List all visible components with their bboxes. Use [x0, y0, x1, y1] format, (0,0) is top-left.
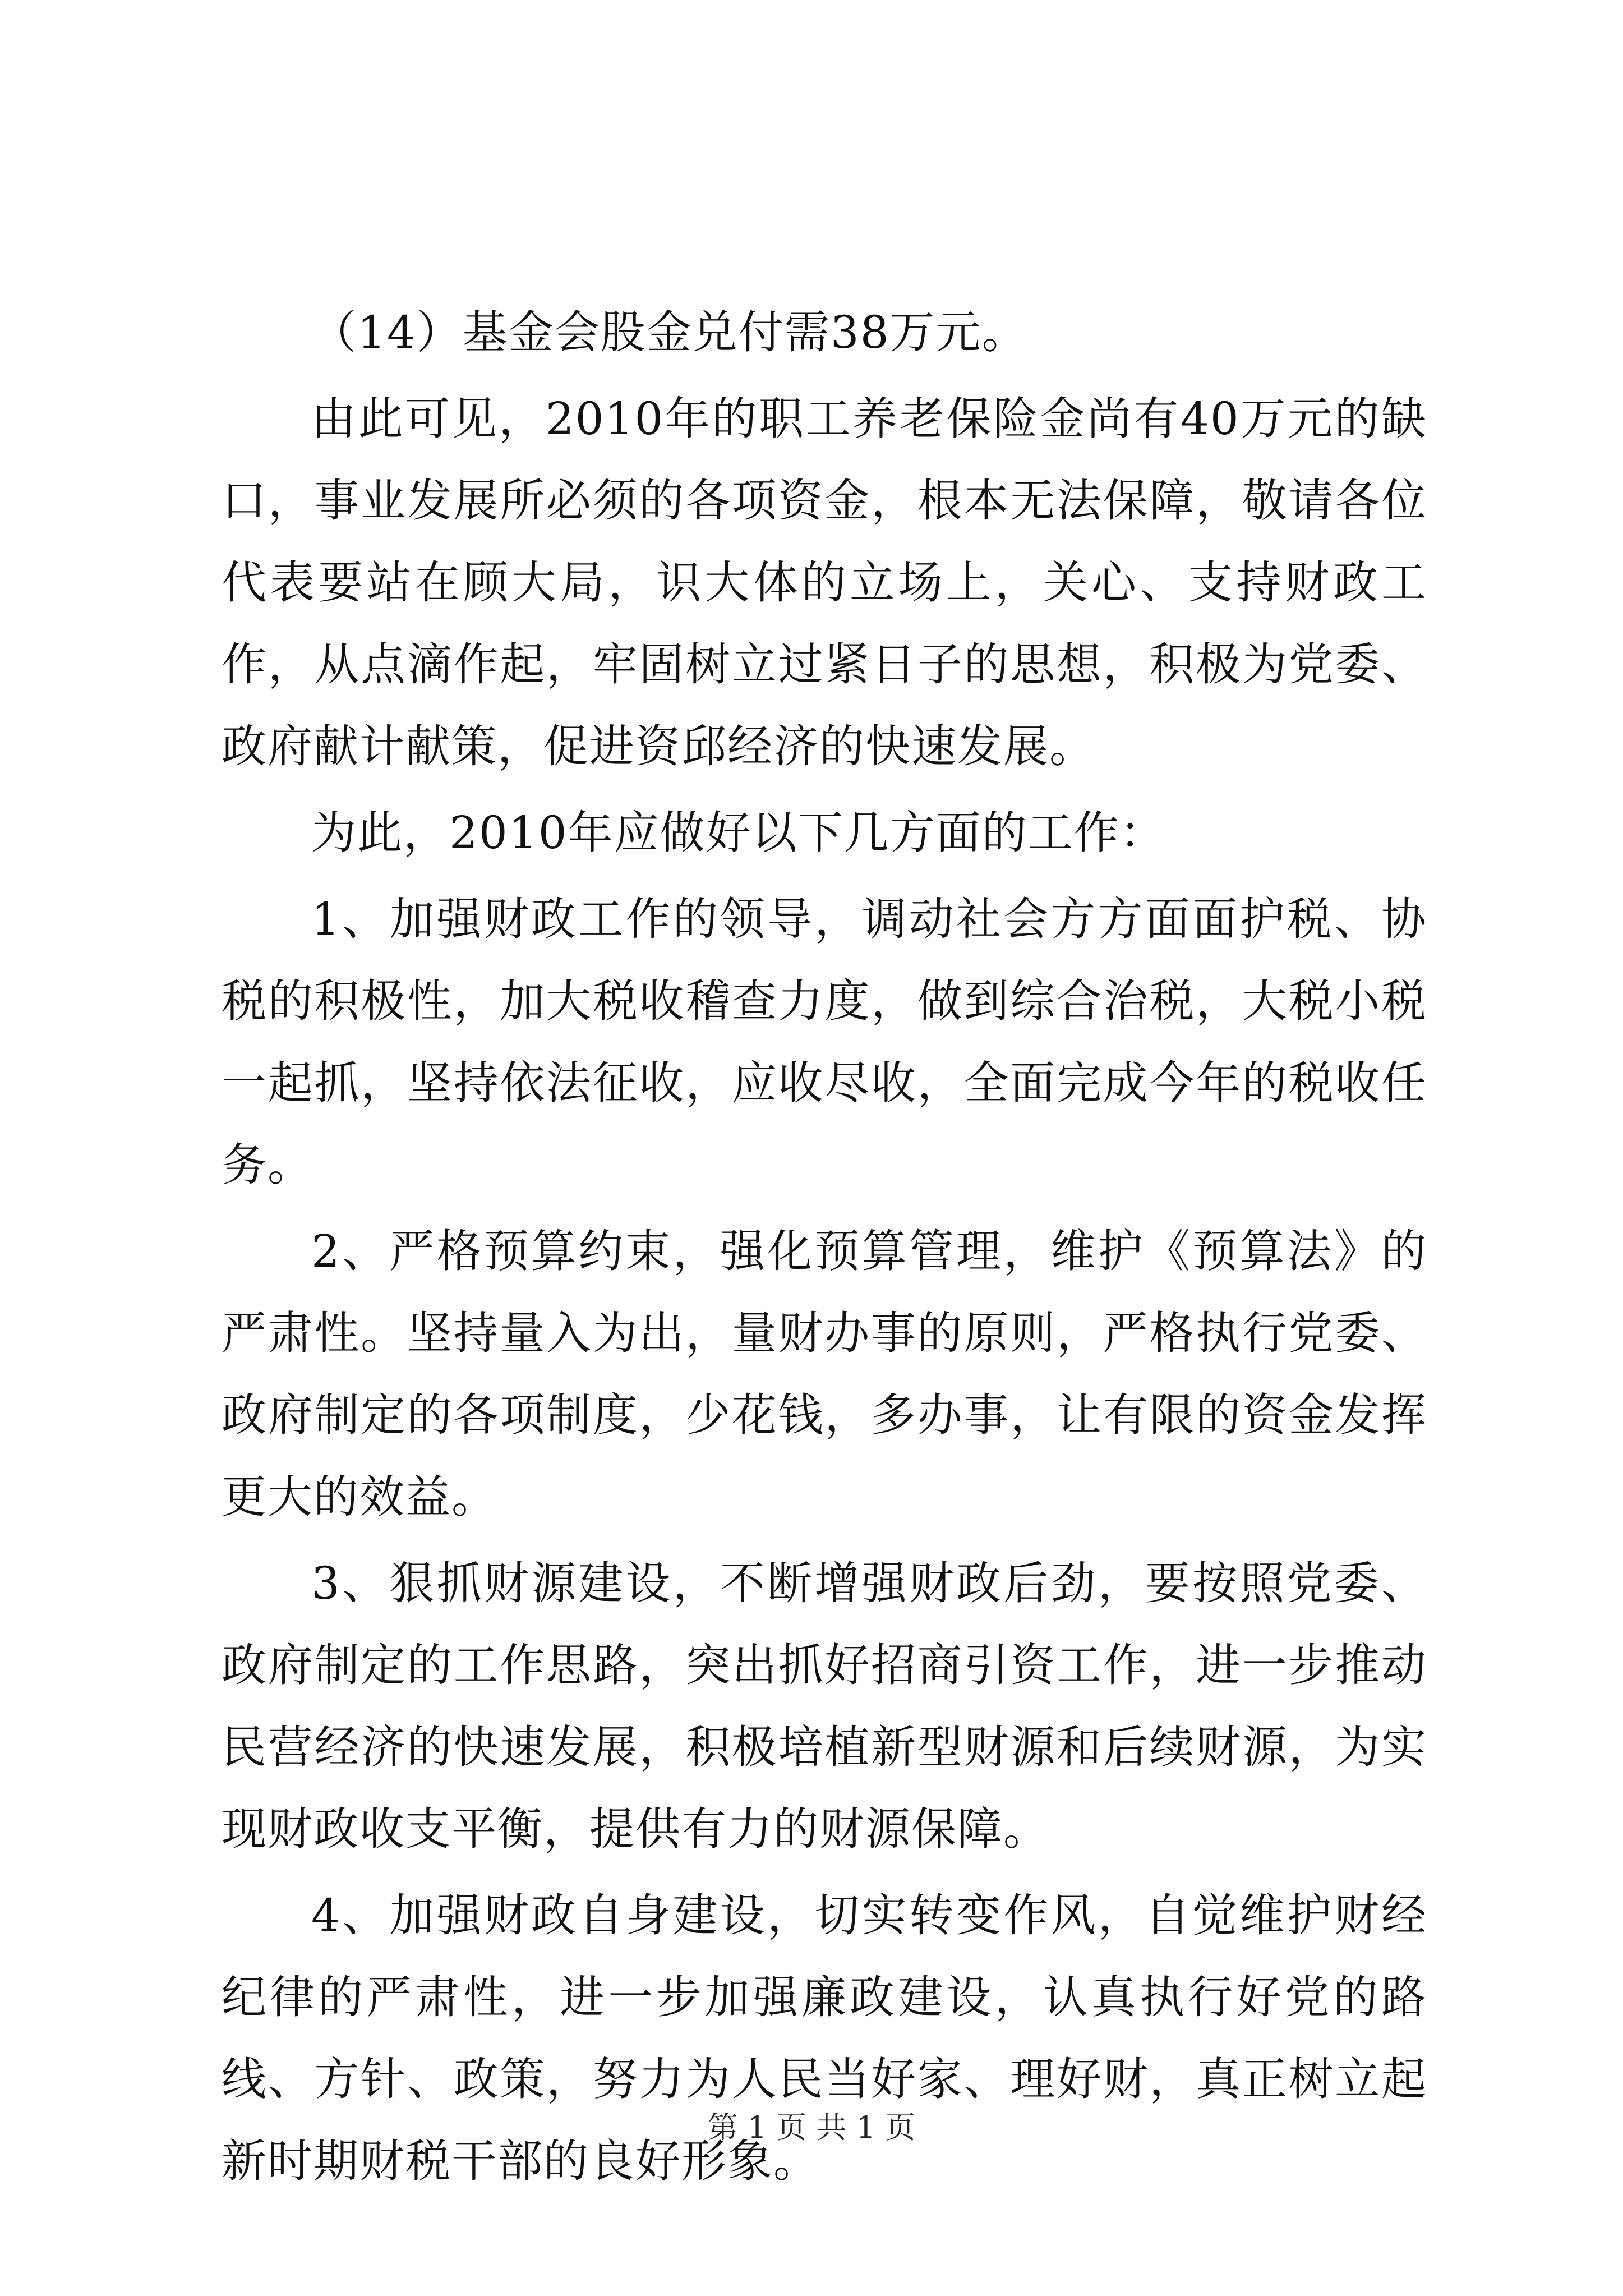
- paragraph-work-intro: 为此，2010年应做好以下几方面的工作：: [311, 807, 1166, 859]
- page-footer: 第 1 页 共 1 页: [707, 2110, 916, 2145]
- paragraph-fund-redemption: （14）基金会股金兑付需38万元。: [311, 306, 1028, 358]
- paragraph-item-2: 2、严格预算约束，强化预算管理，维护《预算法》的严肃性。坚持量入为出，量财办事的原则，严格执行党委、政府制定的各项制度，少花钱，多办事，让有限的资金发挥更大的效益。: [222, 1225, 1427, 1523]
- document-body: [222, 292, 1427, 2207]
- paragraph-item-3: 3、狠抓财源建设，不断增强财政后劲，要按照党委、政府制定的工作思路，突出抓好招商引资工作，进一步推动民营经济的快速发展，积极培植新型财源和后续财源，为实现财政收支平衡，提供有力的财源保障。: [222, 1557, 1427, 1855]
- paragraph-pension-gap: 由此可见，2010年的职工养老保险金尚有40万元的缺口，事业发展所必须的各项资金，根本无法保障，敬请各位代表要站在顾大局，识大体的立场上，关心、支持财政工作，从点滴作起，牢固树立过紧日子的思想，积极为党委、政府献计献策，促进资邱经济的快速发展。: [222, 393, 1427, 772]
- paragraph-item-1: 1、加强财政工作的领导，调动社会方方面面护税、协税的积极性，加大税收稽查力度，做到综合治税，大税小税一起抓，坚持依法征收，应收尽收，全面完成今年的税收任务。: [222, 893, 1427, 1191]
- paragraph-item-4: 4、加强财政自身建设，切实转变作风，自觉维护财经纪律的严肃性，进一步加强廉政建设，认真执行好党的路线、方针、政策，努力为人民当好家、理好财，真正树立起新时期财税干部的良好形象。: [222, 1889, 1427, 2187]
